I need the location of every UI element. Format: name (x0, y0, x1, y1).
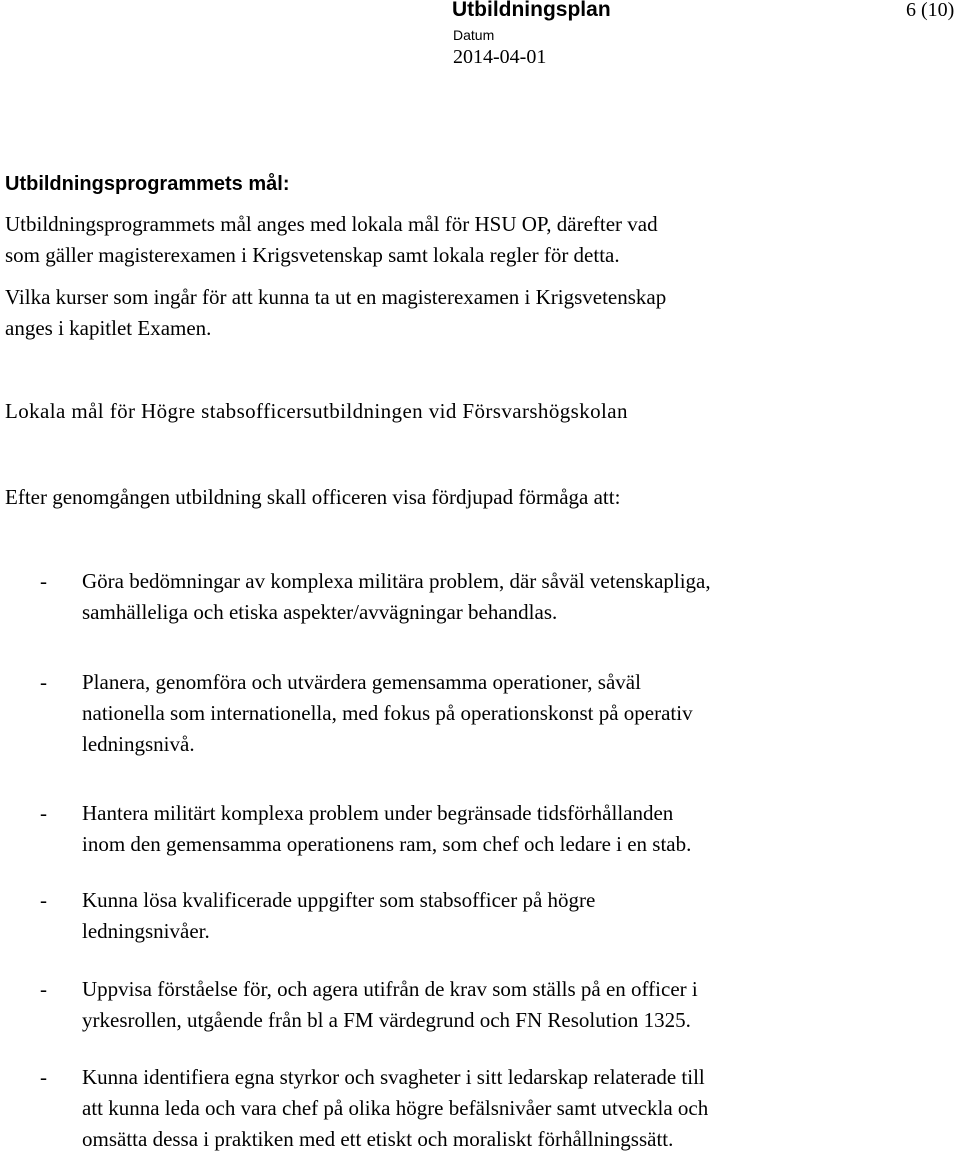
list-item-line: ledningsnivå. (82, 732, 195, 756)
list-item-line: Hantera militärt komplexa problem under begränsade tidsförhållanden (82, 801, 674, 825)
bullet-dash: - (40, 801, 47, 825)
date-label: Datum (453, 27, 495, 43)
list-item-line: omsätta dessa i praktiken med ett etiskt och moraliskt förhållningssätt. (82, 1127, 674, 1151)
list-item-line: Göra bedömningar av komplexa militära problem, där såväl vetenskapliga, (82, 569, 711, 593)
list-item-text (82, 667, 693, 760)
section-heading: Utbildningsprogrammets mål: (5, 173, 290, 195)
list-item-line: inom den gemensamma operationens ram, som chef och ledare i en stab. (82, 832, 692, 856)
list-item-line: Planera, genomföra och utvärdera gemensamma operationer, såväl (82, 670, 641, 694)
list-item-line: ledningsnivåer. (82, 919, 210, 943)
paragraph-program-goals (5, 209, 658, 271)
list-item-line: yrkesrollen, utgående från bl a FM värdegrund och FN Resolution 1325. (82, 1008, 691, 1032)
list-item-line: Kunna identifiera egna styrkor och svagheter i sitt ledarskap relaterade till (82, 1065, 705, 1089)
list-item-line: Uppvisa förståelse för, och agera utifrån de krav som ställs på en officer i (82, 977, 698, 1001)
list-item-line: nationella som internationella, med fokus på operationskonst på operativ (82, 701, 693, 725)
list-item-line: Kunna lösa kvalificerade uppgifter som stabsofficer på högre (82, 888, 596, 912)
local-goals-subheading: Lokala mål för Högre stabsofficersutbildningen vid Försvarshögskolan (5, 399, 628, 423)
paragraph-line: Utbildningsprogrammets mål anges med lokala mål för HSU OP, därefter vad (5, 212, 658, 236)
bullet-dash: - (40, 977, 47, 1001)
paragraph-line: som gäller magisterexamen i Krigsvetenskap samt lokala regler för detta. (5, 243, 620, 267)
bullet-dash: - (40, 670, 47, 694)
list-item-text (82, 798, 691, 860)
bullet-dash: - (40, 569, 47, 593)
paragraph-line: Vilka kurser som ingår för att kunna ta ut en magisterexamen i Krigsvetenskap (5, 285, 667, 309)
paragraph-line: anges i kapitlet Examen. (5, 316, 212, 340)
list-item-text (82, 1062, 708, 1155)
list-item-line: samhälleliga och etiska aspekter/avvägningar behandlas. (82, 600, 558, 624)
intro-sentence: Efter genomgången utbildning skall officeren visa fördjupad förmåga att: (5, 485, 621, 509)
document-title: Utbildningsplan (452, 0, 611, 21)
list-item-text (82, 566, 711, 628)
bullet-dash: - (40, 1065, 47, 1089)
list-item-text (82, 974, 698, 1036)
document-date: 2014-04-01 (453, 46, 547, 68)
list-item-text (82, 885, 595, 947)
list-item-line: att kunna leda och vara chef på olika högre befälsnivåer samt utveckla och (82, 1096, 709, 1120)
paragraph-courses (5, 282, 666, 344)
page-number: 6 (10) (906, 0, 955, 21)
bullet-dash: - (40, 888, 47, 912)
